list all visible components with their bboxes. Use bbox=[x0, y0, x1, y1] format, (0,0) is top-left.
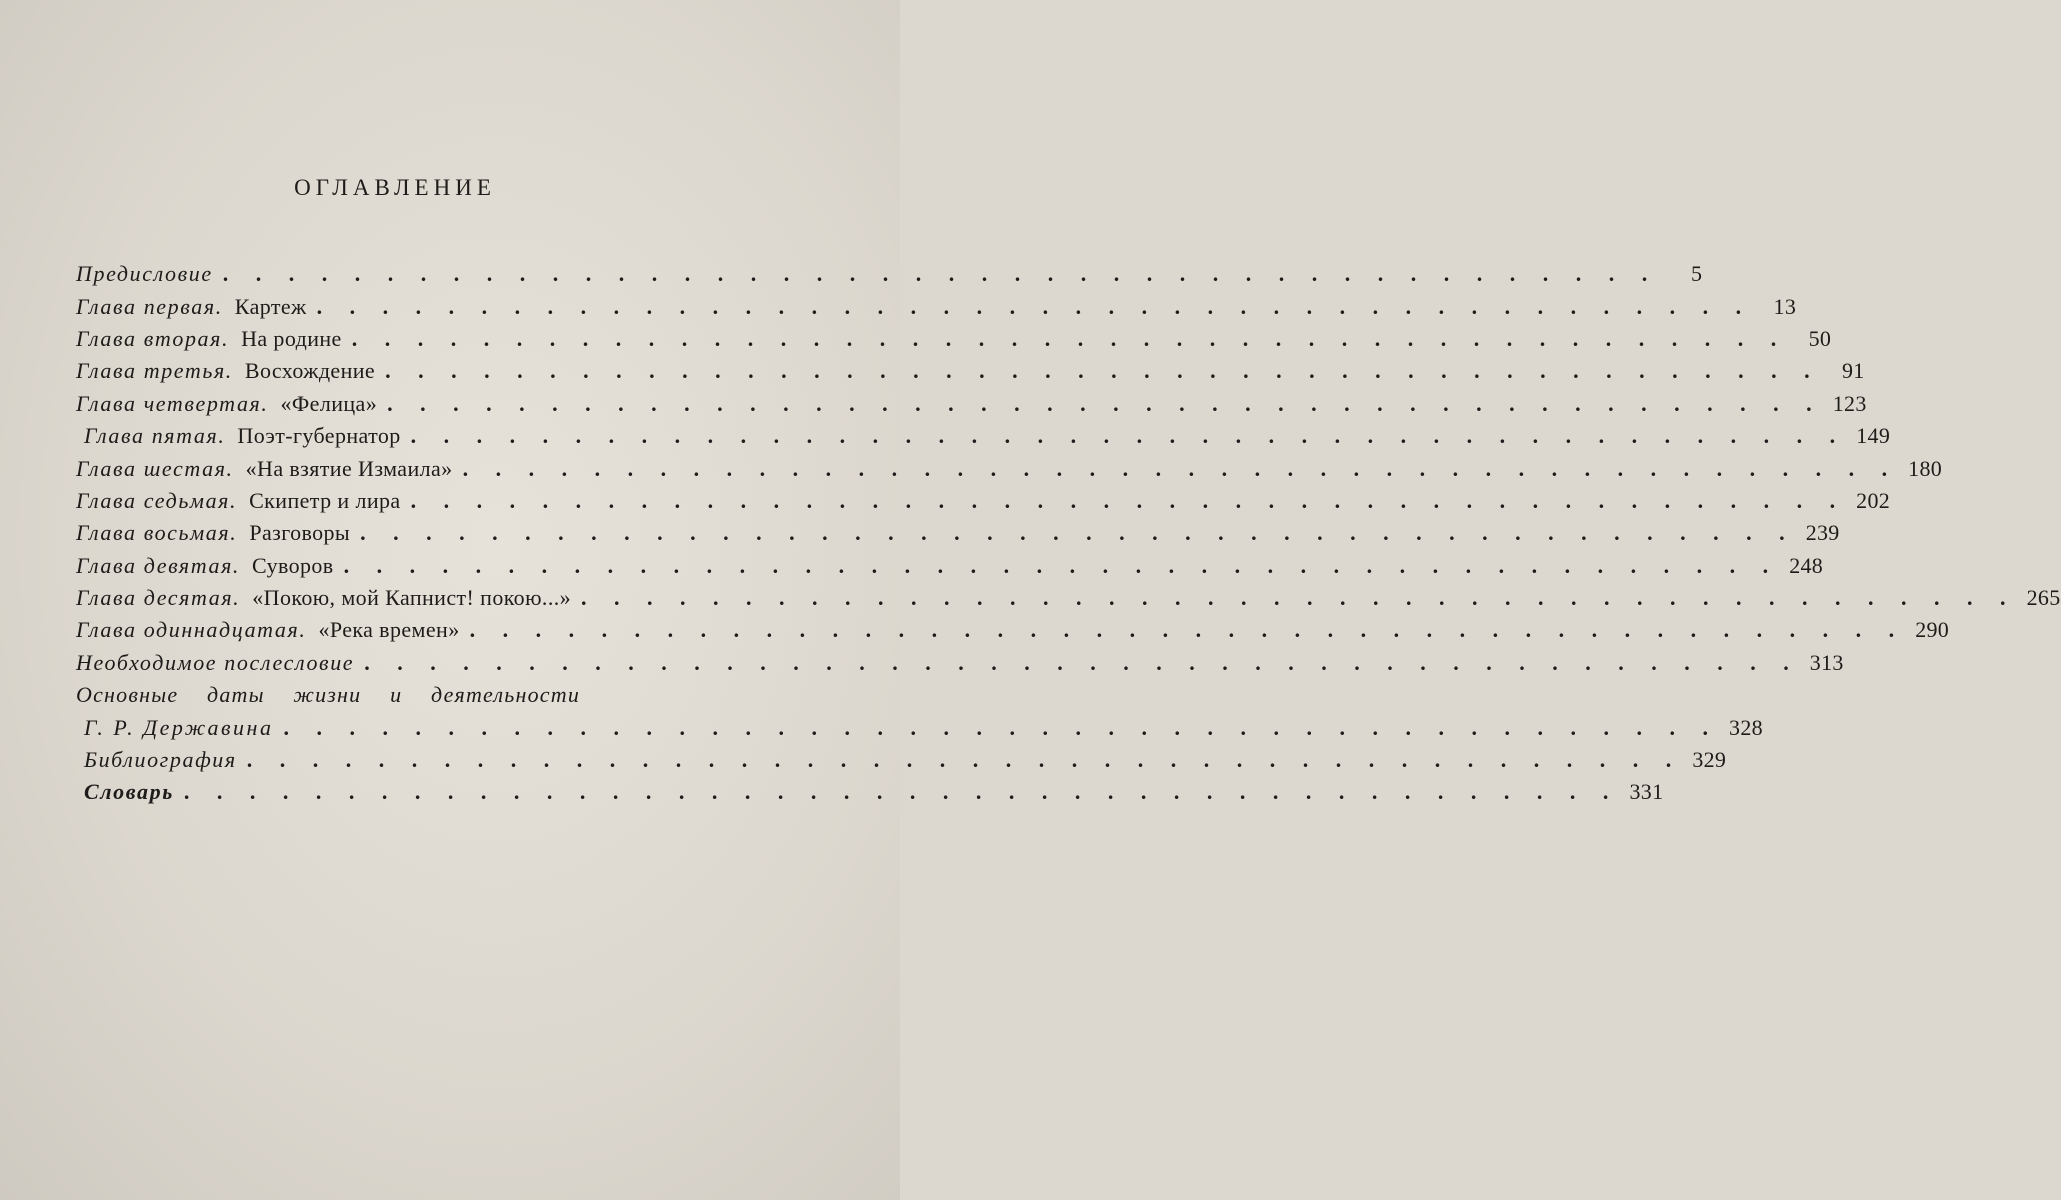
toc-entry-lead: Основные даты жизни и деятельности bbox=[76, 682, 581, 708]
dot-leader: . . . . . . . . . . . . . . . . . . . . . . . . . . . . . . . . . . . . . . . . . . . . bbox=[581, 585, 2017, 611]
toc-entry-lead: Глава первая. bbox=[76, 293, 223, 319]
toc-entry-lead: Глава четвертая. bbox=[76, 390, 269, 416]
toc-entry-title: Поэт-губернатор bbox=[237, 423, 401, 449]
toc-page-number: 13 bbox=[1773, 293, 1797, 319]
toc-page-number: 328 bbox=[1729, 714, 1763, 740]
table-of-contents bbox=[76, 258, 2061, 809]
toc-page-number: 290 bbox=[1915, 617, 1950, 643]
toc-entry-lead: Словарь bbox=[84, 779, 174, 805]
toc-entry-lead: Библиография bbox=[84, 747, 237, 773]
toc-entry-lead: Глава третья. bbox=[76, 358, 233, 384]
toc-entry bbox=[76, 452, 1943, 484]
toc-page-number: 149 bbox=[1856, 423, 1891, 449]
toc-entry-title: «Фелица» bbox=[280, 390, 378, 416]
toc-entry-title: На родине bbox=[241, 325, 342, 351]
toc-entry bbox=[76, 711, 1763, 743]
dot-leader: . . . . . . . . . . . . . . . . . . . . . . . . . . . . . . . . . . . . . . . . . . . . bbox=[183, 779, 1620, 805]
toc-entry bbox=[76, 485, 1891, 517]
dot-leader: . . . . . . . . . . . . . . . . . . . . . . . . . . . . . . . . . . . . . . . . . . . . bbox=[469, 617, 1906, 643]
toc-page-number: 202 bbox=[1856, 487, 1891, 513]
toc-page-number: 180 bbox=[1908, 455, 1943, 481]
toc-entry-lead: Глава восьмая. bbox=[76, 520, 238, 546]
dot-leader: . . . . . . . . . . . . . . . . . . . . . . . . . . . . . . . . . . . . . . . . . . . . bbox=[360, 520, 1796, 546]
dot-leader: . . . . . . . . . . . . . . . . . . . . . . . . . . . . . . . . . . . . . . . . . . . . bbox=[364, 649, 1800, 675]
toc-entry bbox=[76, 258, 1703, 290]
toc-page-number: 91 bbox=[1841, 358, 1865, 384]
toc-entry-lead: Глава пятая. bbox=[84, 423, 226, 449]
toc-entry bbox=[76, 550, 1824, 582]
toc-entry-lead: Глава шестая. bbox=[76, 455, 234, 481]
toc-page-number: 331 bbox=[1629, 779, 1664, 805]
toc-entry bbox=[76, 290, 1797, 322]
dot-leader: . . . . . . . . . . . . . . . . . . . . . . . . . . . . . . . . . . . . . . . . . . . . bbox=[222, 261, 1659, 287]
toc-entry-title: «На взятие Измаила» bbox=[245, 455, 453, 481]
toc-entry-lead: Глава девятая. bbox=[76, 552, 241, 578]
toc-entry-lead: Глава одиннадцатая. bbox=[76, 617, 307, 643]
dot-leader: . . . . . . . . . . . . . . . . . . . . . . . . . . . . . . . . . . . . . . . . . . . . bbox=[410, 487, 1847, 513]
toc-entry-lead: Глава седьмая. bbox=[76, 487, 238, 513]
toc-entry-lead: Предисловие bbox=[76, 261, 213, 287]
dot-leader: . . . . . . . . . . . . . . . . . . . . . . . . . . . . . . . . . . . . . . . . . . . . bbox=[351, 325, 1788, 351]
dot-leader: . . . . . . . . . . . . . . . . . . . . . . . . . . . . . . . . . . . . . . . . . . . . bbox=[462, 455, 1899, 481]
toc-page-number: 313 bbox=[1809, 649, 1844, 675]
toc-page-number: 5 bbox=[1690, 261, 1703, 287]
toc-entry-lead: Глава вторая. bbox=[76, 325, 230, 351]
toc-entry bbox=[76, 388, 1867, 420]
toc-entry bbox=[76, 323, 1832, 355]
page-title: ОГЛАВЛЕНИЕ bbox=[294, 175, 496, 200]
toc-entry bbox=[76, 776, 1664, 808]
toc-page-number: 123 bbox=[1832, 390, 1867, 416]
toc-entry bbox=[76, 744, 1727, 776]
toc-entry bbox=[76, 355, 1865, 387]
toc-entry-lead: Г. Р. Державина bbox=[84, 714, 274, 740]
toc-entry bbox=[76, 582, 2061, 614]
toc-page-number: 329 bbox=[1692, 747, 1727, 773]
dot-leader: . . . . . . . . . . . . . . . . . . . . . . . . . . . . . . . . . . . . . . . . . . . . bbox=[410, 423, 1847, 449]
toc-entry-lead: Глава десятая. bbox=[76, 585, 241, 611]
toc-entry-title: «Река времен» bbox=[318, 617, 460, 643]
dot-leader: . . . . . . . . . . . . . . . . . . . . . . . . . . . . . . . . . . . . . . . . . . . . bbox=[385, 358, 1821, 384]
toc-entry-title: Скипетр и лира bbox=[249, 487, 401, 513]
dot-leader: . . . . . . . . . . . . . . . . . . . . . . . . . . . . . . . . . . . . . . . . . . . . bbox=[316, 293, 1753, 319]
dot-leader: . . . . . . . . . . . . . . . . . . . . . . . . . . . . . . . . . . . . . . . . . . . . bbox=[246, 747, 1683, 773]
toc-page-number: 265 bbox=[2026, 585, 2061, 611]
toc-entry bbox=[76, 420, 1891, 452]
toc-entry-lead: Необходимое послесловие bbox=[76, 649, 355, 675]
toc-page-number: 50 bbox=[1808, 325, 1832, 351]
dot-leader: . . . . . . . . . . . . . . . . . . . . . . . . . . . . . . . . . . . . . . . . . . . . bbox=[343, 552, 1780, 578]
toc-entry-title: Суворов bbox=[252, 552, 334, 578]
toc-entry bbox=[76, 517, 1840, 549]
toc-page-number: 248 bbox=[1789, 552, 1824, 578]
toc-entry bbox=[76, 679, 783, 711]
dot-leader: . . . . . . . . . . . . . . . . . . . . . . . . . . . . . . . . . . . . . . . . . . . . bbox=[387, 390, 1823, 416]
toc-entry-title: Восхождение bbox=[244, 358, 376, 384]
toc-entry-title: Картеж bbox=[234, 293, 307, 319]
toc-entry bbox=[76, 647, 1844, 679]
toc-page-number: 239 bbox=[1805, 520, 1840, 546]
toc-entry-title: «Покою, мой Капнист! покою...» bbox=[252, 585, 572, 611]
dot-leader: . . . . . . . . . . . . . . . . . . . . . . . . . . . . . . . . . . . . . . . . . . . . bbox=[283, 714, 1719, 740]
toc-entry bbox=[76, 614, 1950, 646]
toc-entry-title: Разговоры bbox=[249, 520, 351, 546]
